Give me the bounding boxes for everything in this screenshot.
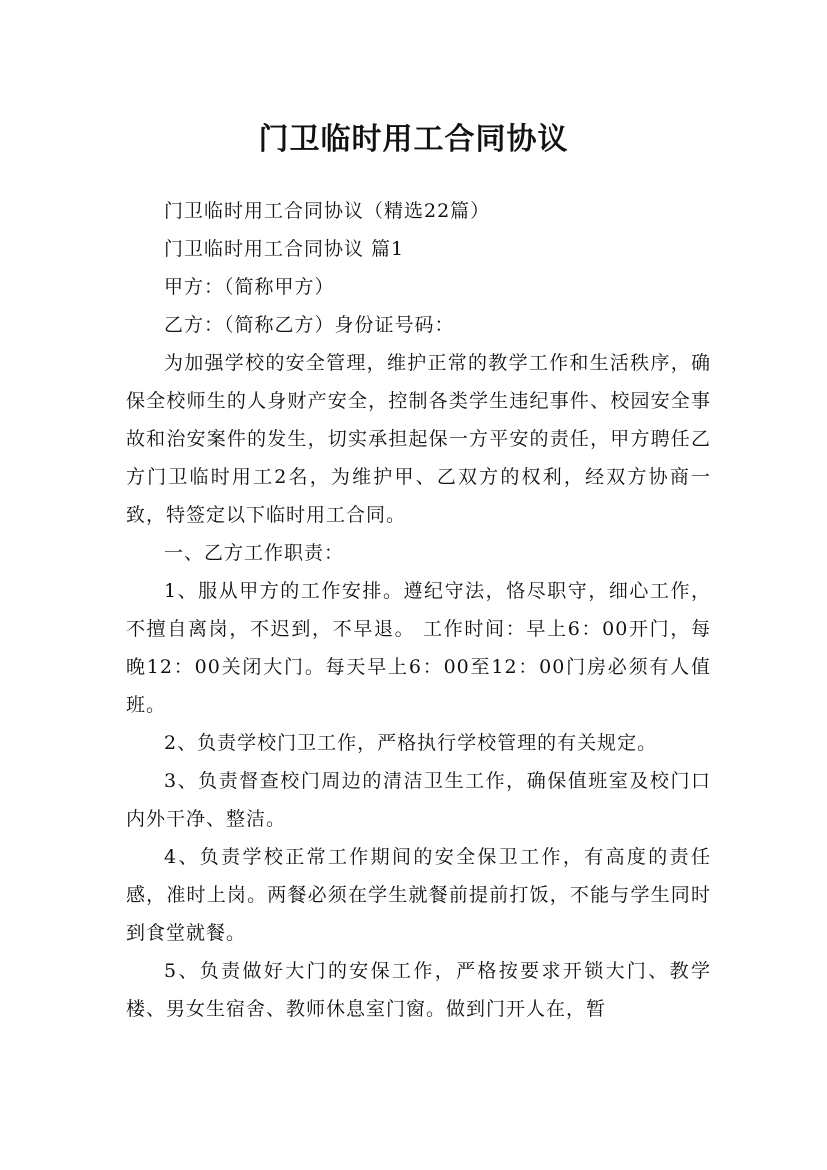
paragraph-section-heading: 门卫临时用工合同协议 篇1 (164, 238, 405, 260)
paragraph-purpose: 为加强学校的安全管理，维护正常的教学工作和生活秩序，确保全校师生的人身财产安全，控制各类学生违纪事件、校园安全事故和治安案件的发生，切实承担起保一方平安的责任，甲方聘任乙方门卫临时用工2名，为维护甲、乙双方的权利，经双方协商一致，特签定以下临时用工合同。 (126, 352, 711, 526)
document-title: 门卫临时用工合同协议 (258, 122, 569, 158)
paragraph-duty-4: 4、负责学校正常工作期间的安全保卫工作，有高度的责任感，准时上岗。两餐必须在学生就餐前提前打饭，不能与学生同时到食堂就餐。 (126, 846, 711, 944)
paragraph-duty-2: 2、负责学校门卫工作，严格执行学校管理的有关规定。 (164, 732, 658, 754)
paragraph-subtitle: 门卫临时用工合同协议（精选22篇） (164, 200, 491, 222)
paragraph-party-a: 甲方：（简称甲方） (164, 276, 335, 298)
paragraph-party-b: 乙方：（简称乙方）身份证号码： (164, 314, 455, 336)
document-body (126, 192, 711, 1028)
paragraph-duty-3: 3、负责督查校门周边的清洁卫生工作，确保值班室及校门口内外干净、整洁。 (126, 770, 711, 830)
paragraph-duties-heading: 一、乙方工作职责： (164, 542, 345, 564)
paragraph-duty-1: 1、服从甲方的工作安排。遵纪守法，恪尽职守，细心工作，不擅自离岗，不迟到，不早退。 工作时间：早上6：00开门，每晚12：00关闭大门。每天早上6：00至12：00门房必须有人值班。 (126, 580, 711, 716)
paragraph-duty-5: 5、负责做好大门的安保工作，严格按要求开锁大门、教学楼、男女生宿舍、教师休息室门窗。做到门开人在，暂 (126, 960, 711, 1020)
